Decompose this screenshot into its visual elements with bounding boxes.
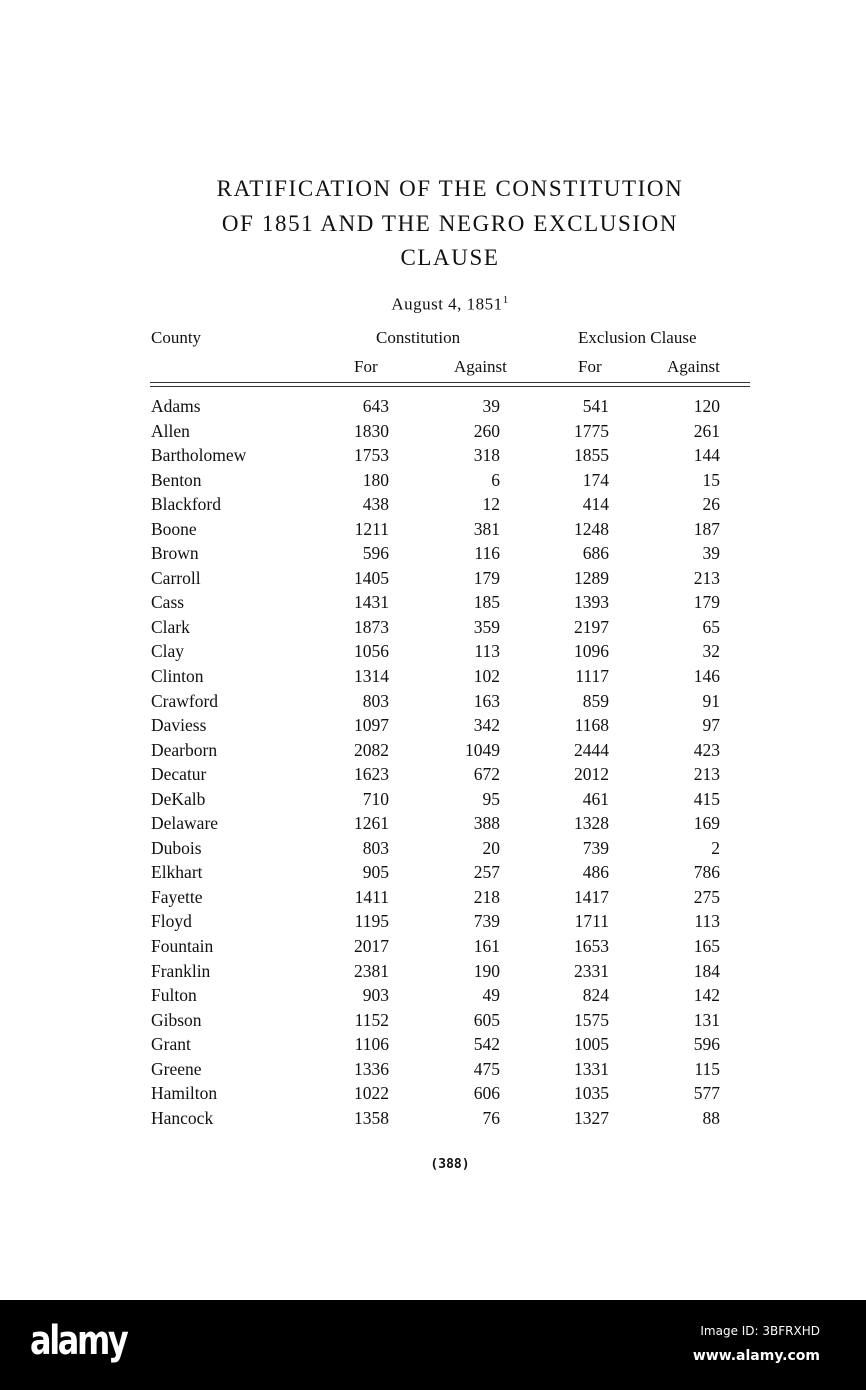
table-row: [0, 985, 866, 1010]
table-row: [0, 1010, 866, 1035]
county-name: Brown: [151, 543, 199, 564]
const-for: 1405: [354, 567, 389, 588]
excl-against: 184: [693, 960, 720, 981]
excl-for: 2012: [574, 764, 609, 785]
page-title: [0, 172, 866, 276]
county-name: Hancock: [151, 1107, 214, 1128]
excl-for: 461: [582, 788, 609, 809]
excl-against: 113: [694, 911, 720, 932]
county-name: Cass: [151, 592, 185, 613]
const-against: 102: [473, 666, 500, 687]
table-row: [0, 961, 866, 986]
alamy-logo: alamy: [30, 1318, 127, 1364]
header-rule-top: [150, 382, 750, 383]
excl-against: 213: [693, 764, 720, 785]
table-row: [0, 666, 866, 691]
const-for: 180: [362, 469, 389, 490]
const-for: 1873: [354, 616, 389, 637]
const-against: 113: [474, 641, 500, 662]
const-for: 1211: [354, 518, 389, 539]
const-against: 39: [482, 396, 500, 416]
const-for: 1411: [354, 886, 389, 907]
excl-against: 26: [702, 494, 720, 515]
county-name: Boone: [151, 518, 197, 539]
excl-against: 91: [702, 690, 720, 711]
const-against: 116: [474, 543, 500, 564]
excl-against: 179: [693, 592, 720, 613]
watermark-url: www.alamy.com: [692, 1348, 820, 1364]
const-for: 1022: [354, 1083, 389, 1104]
table-row: [0, 740, 866, 765]
county-name: Franklin: [151, 960, 211, 981]
county-name: Crawford: [151, 690, 219, 711]
const-for: 710: [362, 788, 389, 809]
table-row: [0, 445, 866, 470]
excl-for: 686: [582, 543, 609, 564]
table-row: [0, 911, 866, 936]
county-name: Decatur: [151, 764, 207, 785]
excl-against: 275: [693, 886, 720, 907]
date-text: August 4, 1851: [391, 294, 503, 314]
excl-for: 1035: [574, 1083, 609, 1104]
excl-against: 261: [693, 420, 720, 441]
excl-against: 2: [711, 837, 720, 858]
header-const-against: Against: [454, 357, 507, 376]
const-against: 1049: [465, 739, 500, 760]
const-for: 803: [362, 690, 389, 711]
excl-against: 39: [702, 543, 720, 564]
image-id: Image ID: 3BFRXHD: [700, 1324, 820, 1338]
county-name: Blackford: [151, 494, 221, 515]
county-name: Dubois: [151, 837, 202, 858]
table-row: [0, 887, 866, 912]
const-against: 359: [473, 616, 500, 637]
page-number: (388): [430, 1157, 470, 1172]
const-against: 6: [491, 469, 500, 490]
county-name: Dearborn: [151, 739, 218, 760]
const-for: 1314: [354, 666, 389, 687]
table-row: [0, 691, 866, 716]
const-for: 803: [362, 837, 389, 858]
const-against: 95: [482, 788, 500, 809]
const-for: 1431: [354, 592, 389, 613]
excl-against: 15: [702, 469, 720, 490]
const-against: 163: [473, 690, 500, 711]
const-against: 342: [473, 715, 500, 736]
const-for: 1358: [354, 1107, 389, 1128]
excl-for: 1096: [574, 641, 609, 662]
const-for: 2381: [354, 960, 389, 981]
excl-for: 1289: [574, 567, 609, 588]
const-for: 1830: [354, 420, 389, 441]
excl-against: 423: [693, 739, 720, 760]
county-name: Clinton: [151, 666, 204, 687]
county-name: Fountain: [151, 936, 214, 957]
header-excl-against: Against: [667, 357, 720, 376]
const-for: 643: [362, 396, 389, 416]
const-against: 20: [482, 837, 500, 858]
excl-against: 144: [693, 445, 720, 466]
county-name: Hamilton: [151, 1083, 218, 1104]
county-name: Gibson: [151, 1009, 202, 1030]
excl-for: 1168: [574, 715, 609, 736]
table-row: [0, 1083, 866, 1108]
excl-against: 187: [693, 518, 720, 539]
watermark-bar: [0, 1300, 866, 1390]
table-row: [0, 396, 866, 421]
excl-for: 2444: [574, 739, 609, 760]
const-for: 1097: [354, 715, 389, 736]
footnote-marker: 1: [502, 294, 509, 306]
excl-for: 1855: [574, 445, 609, 466]
excl-against: 213: [693, 567, 720, 588]
const-against: 606: [473, 1083, 500, 1104]
excl-against: 32: [702, 641, 720, 662]
county-name: Daviess: [151, 715, 207, 736]
county-name: Floyd: [151, 911, 192, 932]
county-name: Bartholomew: [151, 445, 247, 466]
county-name: Carroll: [151, 567, 201, 588]
const-for: 2082: [354, 739, 389, 760]
const-for: 1623: [354, 764, 389, 785]
const-for: 596: [362, 543, 389, 564]
table-row: [0, 764, 866, 789]
excl-for: 1711: [574, 911, 609, 932]
excl-for: 2197: [574, 616, 609, 637]
excl-against: 165: [693, 936, 720, 957]
table-row: [0, 543, 866, 568]
county-name: Adams: [151, 396, 201, 416]
county-name: DeKalb: [151, 788, 206, 809]
excl-for: 1393: [574, 592, 609, 613]
excl-for: 1005: [574, 1034, 609, 1055]
table-row: [0, 813, 866, 838]
county-name: Delaware: [151, 813, 219, 834]
table-row: [0, 789, 866, 814]
excl-against: 115: [694, 1058, 720, 1079]
excl-for: 1117: [575, 666, 609, 687]
const-against: 218: [473, 886, 500, 907]
excl-for: 414: [582, 494, 609, 515]
county-name: Fulton: [151, 985, 197, 1006]
county-name: Clay: [151, 641, 185, 662]
county-name: Elkhart: [151, 862, 203, 883]
const-for: 1261: [354, 813, 389, 834]
const-against: 475: [473, 1058, 500, 1079]
const-for: 438: [362, 494, 389, 515]
excl-against: 596: [693, 1034, 720, 1055]
table-row: [0, 862, 866, 887]
excl-for: 1575: [574, 1009, 609, 1030]
table-row: [0, 617, 866, 642]
header-constitution: Constitution: [376, 328, 461, 347]
const-for: 1195: [354, 911, 389, 932]
excl-for: 1328: [574, 813, 609, 834]
table-row: [0, 1108, 866, 1133]
excl-against: 97: [702, 715, 720, 736]
excl-for: 486: [582, 862, 609, 883]
excl-for: 1417: [574, 886, 609, 907]
title-line-3: CLAUSE: [400, 245, 500, 270]
county-name: Benton: [151, 469, 202, 490]
const-against: 161: [473, 936, 500, 957]
const-for: 1152: [354, 1009, 389, 1030]
const-for: 1106: [354, 1034, 389, 1055]
const-against: 605: [473, 1009, 500, 1030]
title-line-1: RATIFICATION OF THE CONSTITUTION: [216, 176, 684, 201]
excl-for: 1331: [574, 1058, 609, 1079]
excl-against: 65: [702, 616, 720, 637]
excl-against: 88: [702, 1107, 720, 1128]
title-line-2: OF 1851 AND THE NEGRO EXCLUSION: [221, 210, 679, 236]
vote-table: [0, 396, 866, 1132]
const-for: 905: [362, 862, 389, 883]
county-name: Grant: [151, 1034, 191, 1055]
election-date: [0, 294, 866, 315]
const-against: 260: [473, 420, 500, 441]
const-against: 739: [473, 911, 500, 932]
table-row: [0, 936, 866, 961]
table-row: [0, 421, 866, 446]
table-row: [0, 838, 866, 863]
const-against: 185: [473, 592, 500, 613]
const-against: 179: [473, 567, 500, 588]
const-against: 49: [482, 985, 500, 1006]
excl-against: 142: [693, 985, 720, 1006]
table-row: [0, 1034, 866, 1059]
const-for: 2017: [354, 936, 389, 957]
const-against: 388: [473, 813, 500, 834]
table-row: [0, 470, 866, 495]
excl-for: 1653: [574, 936, 609, 957]
header-const-for: For: [354, 357, 378, 376]
excl-against: 169: [693, 813, 720, 834]
header-exclusion-clause: Exclusion Clause: [578, 328, 697, 347]
excl-for: 739: [582, 837, 609, 858]
const-against: 257: [473, 862, 500, 883]
table-row: [0, 568, 866, 593]
excl-for: 174: [582, 469, 609, 490]
county-name: Clark: [151, 616, 190, 637]
table-row: [0, 519, 866, 544]
const-against: 12: [482, 494, 500, 515]
county-name: Greene: [151, 1058, 202, 1079]
const-against: 318: [473, 445, 500, 466]
const-against: 76: [482, 1107, 500, 1128]
county-name: Allen: [151, 420, 190, 441]
excl-for: 1248: [574, 518, 609, 539]
excl-against: 786: [693, 862, 720, 883]
excl-for: 824: [582, 985, 609, 1006]
const-against: 542: [473, 1034, 500, 1055]
excl-against: 131: [693, 1009, 720, 1030]
excl-for: 1327: [574, 1107, 609, 1128]
table-row: [0, 592, 866, 617]
excl-against: 120: [693, 396, 720, 416]
const-against: 190: [473, 960, 500, 981]
excl-for: 541: [582, 396, 609, 416]
const-for: 1336: [354, 1058, 389, 1079]
table-row: [0, 1059, 866, 1084]
const-for: 903: [362, 985, 389, 1006]
table-row: [0, 715, 866, 740]
excl-for: 1775: [574, 420, 609, 441]
excl-for: 859: [582, 690, 609, 711]
excl-for: 2331: [574, 960, 609, 981]
const-for: 1056: [354, 641, 389, 662]
table-row: [0, 494, 866, 519]
const-against: 381: [473, 518, 500, 539]
county-name: Fayette: [151, 886, 203, 907]
header-rule-bottom: [150, 386, 750, 387]
excl-against: 577: [693, 1083, 720, 1104]
excl-against: 146: [693, 666, 720, 687]
header-excl-for: For: [578, 357, 602, 376]
const-against: 672: [473, 764, 500, 785]
table-row: [0, 641, 866, 666]
const-for: 1753: [354, 445, 389, 466]
excl-against: 415: [693, 788, 720, 809]
header-county: County: [151, 328, 202, 347]
